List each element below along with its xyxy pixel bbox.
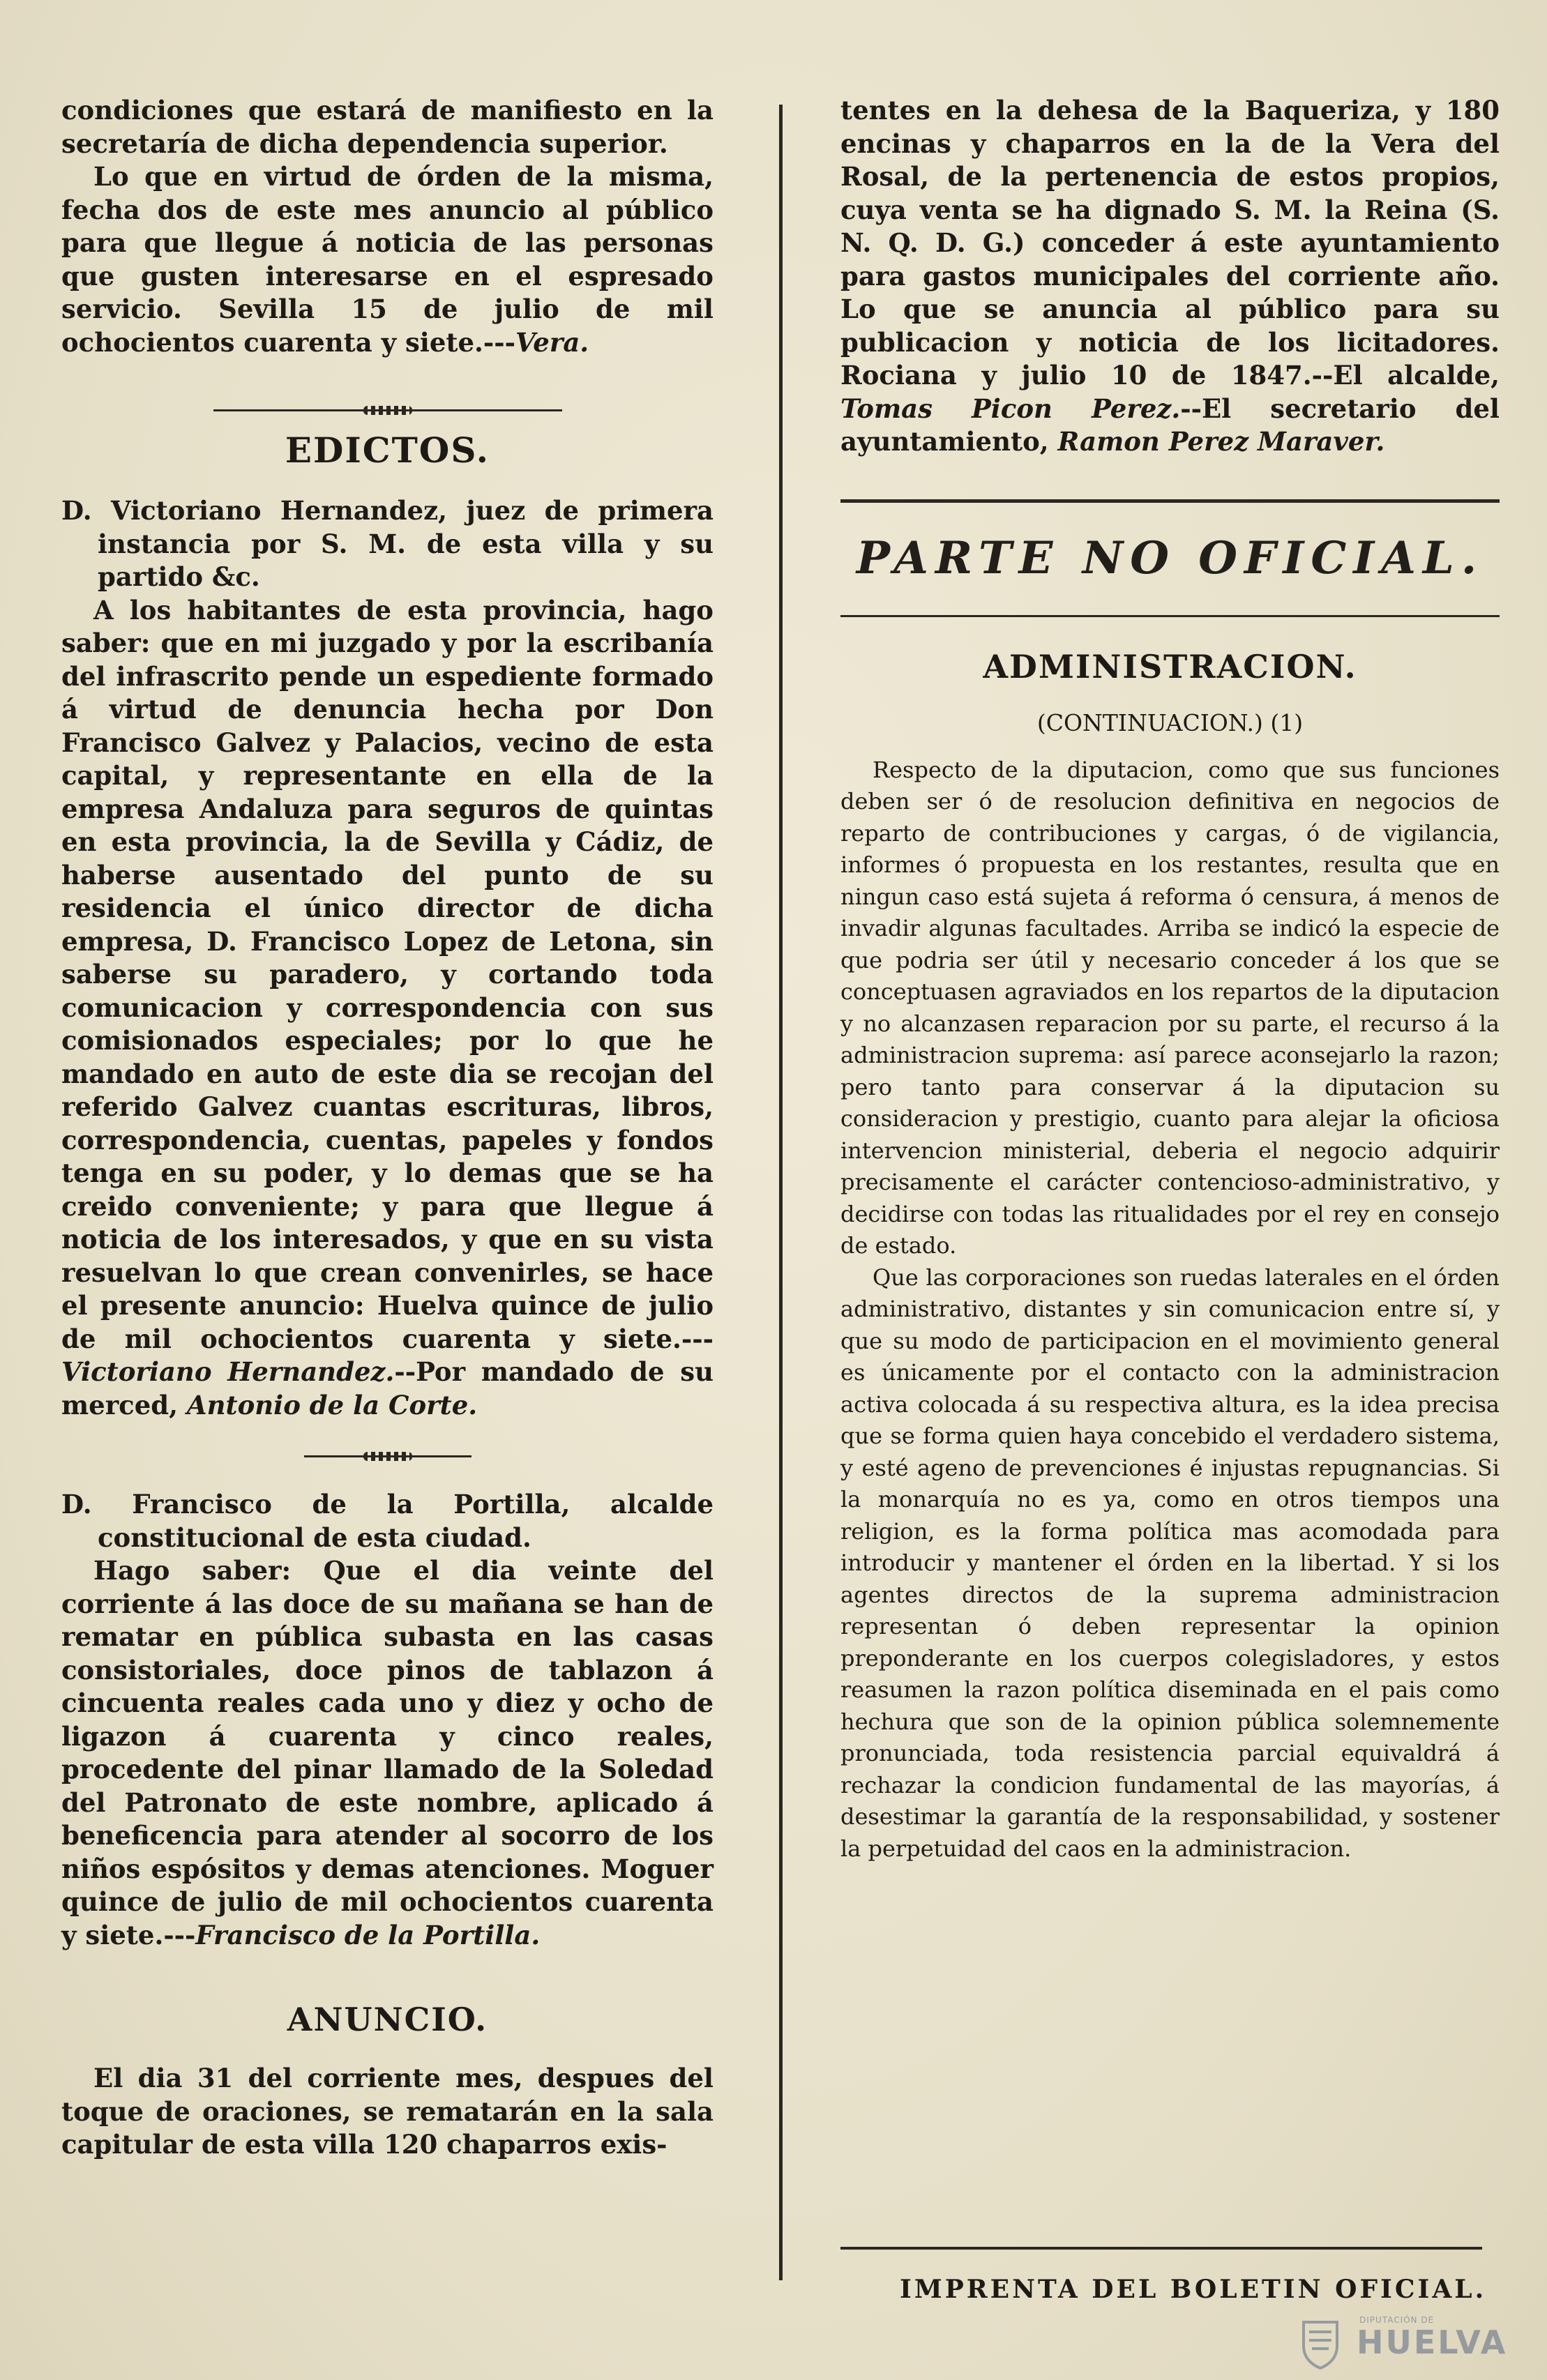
anuncio-heading: ANUNCIO. bbox=[287, 2001, 488, 2038]
anuncio-signature-2: Ramon Perez Maraver. bbox=[1057, 426, 1385, 457]
footer-rule bbox=[840, 2247, 1482, 2250]
administracion-subheading: (CONTINUACION.) (1) bbox=[1036, 708, 1304, 736]
edict1-signature-2: Antonio de la Corte. bbox=[186, 1389, 478, 1420]
intro-line: condiciones que estará de manifiesto en la secretaría de dicha dependencia superior. bbox=[61, 95, 714, 159]
ornament-rule bbox=[213, 409, 562, 411]
section-rule-2 bbox=[840, 615, 1500, 617]
huelva-watermark-logo bbox=[1294, 2315, 1531, 2371]
right-column bbox=[840, 94, 1500, 1865]
edict1-body: A los habitantes de esta provincia, hago saber: que en mi juzgado y por la escribanía del infrascrito pende un espediente formado á virtud de denuncia hecha por Don Francisco Galvez y Palacios, vecino de esta capital, y representante en ella de la empresa Andaluza para seguros de quintas en esta provincia, la de Sevilla y Cádiz, de haberse ausentado del punto de su residencia el único director de dicha empresa, D. Francisco Lopez de Letona, sin saberse su paradero, y cortando toda comunicacion y correspondencia con sus comisionados especiales; por lo que he mandado en auto de este dia se recojan del referido Galvez cuantas escrituras, libros, correspondencia, cuentas, papeles y fondos tenga en su poder, y lo demas que se ha creido conveniente; y para que llegue á noticia de los interesados, y que en su vista resuelvan lo que crean convenirles, se hace el presente anuncio: Huelva quince de julio de mil ochocientos cuarenta y siete.---Victoriano Hernandez.--Por mandado de su merced, Antonio de la Corte. bbox=[61, 594, 714, 1420]
watermark-small-text: DIPUTACIÓN DE bbox=[1359, 2315, 1435, 2325]
section-rule bbox=[840, 499, 1500, 503]
parte-heading: PARTE NO OFICIAL. bbox=[856, 531, 1484, 584]
column-divider bbox=[779, 105, 783, 2280]
administracion-paragraph-2: Que las corporaciones son ruedas laterales en el órden administrativo, distantes y sin comunicacion entre sí, y que su modo de participacion en el movimiento general es únicamente por el contacto con la administracion activa colocada á su respectiva altura, es la idea precisa que se forma quien haya concebido el verdadero sistema, y esté ageno de prevenciones é injustas repugnancias. Si la monarquía no es ya, como en otros tiempos una religion, es la forma política mas acomodada para introducir y mantener el órden en la libertad. Y si los agentes directos de la suprema administracion representan ó deben representar la opinion preponderante en los cuerpos colegisladores, y estos reasumen la razon política diseminada en el pais como hechura que son de la opinion pública solemnemente pronunciada, toda resistencia parcial equivaldrá á rechazar la condicion fundamental de las mayorías, á desestimar la garantía de la responsabilidad, y sostener la perpetuidad del caos en la administracion. bbox=[840, 1264, 1500, 1862]
edictos-heading: EDICTOS. bbox=[285, 430, 490, 471]
left-column bbox=[61, 94, 714, 2162]
edict2-body: Hago saber: Que el dia veinte del corriente á las doce de su mañana se han de rematar en pública subasta en las casas consistoriales, doce pinos de tablazon á cincuenta reales cada uno y diez y ocho de ligazon á cuarenta y cinco reales, procedente del pinar llamado de la Soledad del Patronato de este nombre, aplicado á beneficencia para atender al socorro de los niños espósitos y demas atenciones. Moguer quince de julio de mil ochocientos cuarenta y siete.---Francisco de la Portilla. bbox=[61, 1555, 714, 1950]
edict2-title: D. Francisco de la Portilla, alcalde constitucional de esta ciudad. bbox=[61, 1489, 714, 1553]
separator-rule bbox=[304, 1455, 471, 1457]
administracion-paragraph-1: Respecto de la diputacion, como que sus funciones deben ser ó de resolucion definitiva en negocios de reparto de contribuciones y cargas, ó de vigilancia, informes ó propuesta en los restantes, resulta que en ningun caso está sujeta á reforma ó censura, á menos de invadir algunas facultades. Arriba se indicó la especie de que podria ser útil y necesario conceder á los que se conceptuasen agraviados en los repartos de la diputacion y no alcanzasen reparacion por su parte, el recurso á la administracion suprema: así parece aconsejarlo la razon; pero tanto para conservar á la diputacion su consideracion y prestigio, cuanto para alejar la oficiosa intervencion ministerial, deberia el negocio adquirir precisamente el carácter contencioso-administrativo, y decidirse con todas las ritualidades por el rey en consejo de estado. bbox=[840, 756, 1500, 1259]
watermark-word: HUELVA bbox=[1357, 2324, 1508, 2361]
crest-icon bbox=[1294, 2315, 1350, 2371]
edict1-title: D. Victoriano Hernandez, juez de primera instancia por S. M. de esta villa y su partido &c. bbox=[61, 495, 714, 592]
anuncio-signature-1: Tomas Picon Perez. bbox=[840, 393, 1181, 424]
administracion-heading: ADMINISTRACION. bbox=[983, 647, 1357, 685]
edict2-signature: Francisco de la Portilla. bbox=[195, 1919, 541, 1950]
anuncio-continuation: tentes en la dehesa de la Baqueriza, y 180 encinas y chaparros en la de la Vera del Rosal, de la pertenencia de estos propios, cuya venta se ha dignado S. M. la Reina (S. N. Q. D. G.) conceder á este ayuntamiento para gastos municipales del corriente año. Lo que se anuncia al público para su publicacion y noticia de los licitadores. Rociana y julio 10 de 1847.--El alcalde, Tomas Picon Perez.--El secretario del ayuntamiento, Ramon Perez Maraver. bbox=[840, 95, 1500, 457]
intro-signature: Vera. bbox=[515, 326, 589, 358]
edict1-signature-1: Victoriano Hernandez. bbox=[61, 1356, 395, 1387]
intro-paragraph: Lo que en virtud de órden de la misma, fecha dos de este mes anuncio al público para que llegue á noticia de las personas que gusten interesarse en el espresado servicio. Sevilla 15 de julio de mil ochocientos cuarenta y siete.---Vera. bbox=[61, 161, 714, 358]
anuncio-body: El dia 31 del corriente mes, despues del toque de oraciones, se rematarán en la sala capitular de esta villa 120 chaparros exis- bbox=[61, 2063, 714, 2160]
printer-footer: IMPRENTA DEL BOLETIN OFICIAL. bbox=[900, 2275, 1487, 2304]
